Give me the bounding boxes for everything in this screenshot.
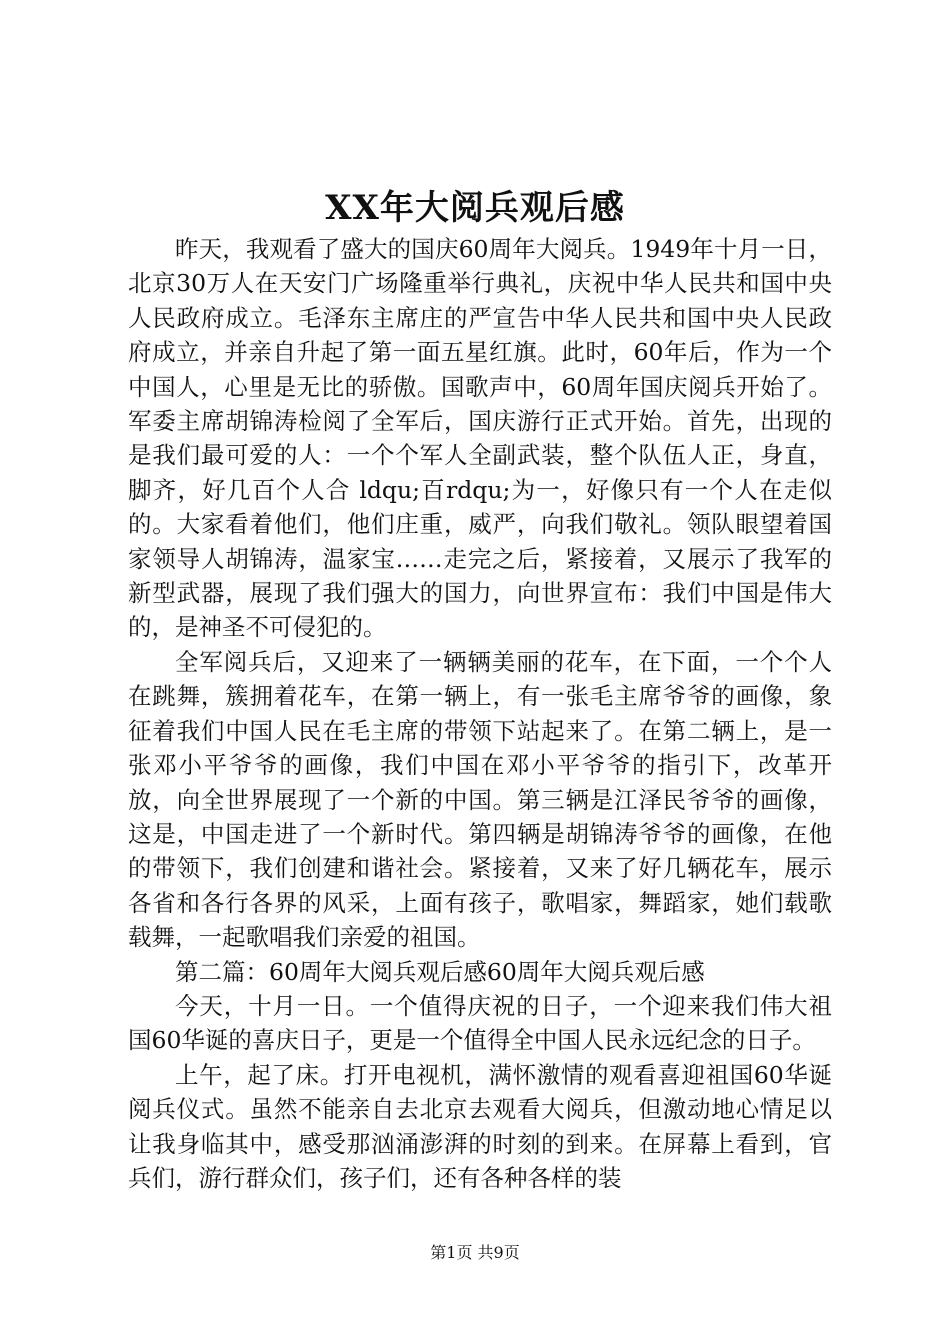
section-heading: 第二篇：60周年大阅兵观后感60周年大阅兵观后感: [175, 957, 705, 986]
paragraph: 昨天，我观看了盛大的国庆60周年大阅兵。1949年十月一日，北京30万人在天安门广场隆重举行典礼，庆祝中华人民共和国中央人民政府成立。毛泽东主席庄的严宣告中华人民共和国中央人民政府成立，并亲自升起了第一面五星红旗。此时，60年后，作为一个中国人，心里是无比的骄傲。国歌声中，60周年国庆阅兵开始了。军委主席胡锦涛检阅了全军后，国庆游行正式开始。首先，出现的是我们最可爱的人：一个个军人全副武装，整个队伍人正，身直，脚齐，好几百个人合 ldqu;百rdqu;为一，好像只有一个人在走似的。大家看着他们，他们庄重，威严，向我们敬礼。领队眼望着国家领导人胡锦涛，温家宝……走完之后，紧接着，又展示了我军的新型武器，展现了我们强大的国力，向世界宣布：我们中国是伟大的，是神圣不可侵犯的。: [128, 235, 832, 642]
document-body: [128, 232, 832, 1195]
paragraph: 今天，十月一日。一个值得庆祝的日子，一个迎来我们伟大祖国60华诞的喜庆日子，更是一个值得全中国人民永远纪念的日子。: [128, 991, 832, 1055]
paragraph: 全军阅兵后，又迎来了一辆辆美丽的花车，在下面，一个个人在跳舞，簇拥着花车，在第一辆上，有一张毛主席爷爷的画像，象征着我们中国人民在毛主席的带领下站起来了。在第二辆上，是一张邓小平爷爷的画像，我们中国在邓小平爷爷的指引下，改革开放，向全世界展现了一个新的中国。第三辆是江泽民爷爷的画像，这是，中国走进了一个新时代。第四辆是胡锦涛爷爷的画像，在他的带领下，我们创建和谐社会。紧接着，又来了好几辆花车，展示各省和各行各界的风采，上面有孩子，歌唱家，舞蹈家，她们载歌载舞，一起歌唱我们亲爱的祖国。: [128, 647, 832, 952]
page-number-footer: 第1页 共9页: [430, 1243, 520, 1262]
page-title: XX年大阅兵观后感: [325, 188, 625, 228]
paragraph: 上午，起了床。打开电视机，满怀激情的观看喜迎祖国60华诞阅兵仪式。虽然不能亲自去北京去观看大阅兵，但激动地心情足以让我身临其中，感受那汹涌澎湃的时刻的到来。在屏幕上看到，官兵们，游行群众们，孩子们，还有各种各样的装: [128, 1060, 832, 1192]
